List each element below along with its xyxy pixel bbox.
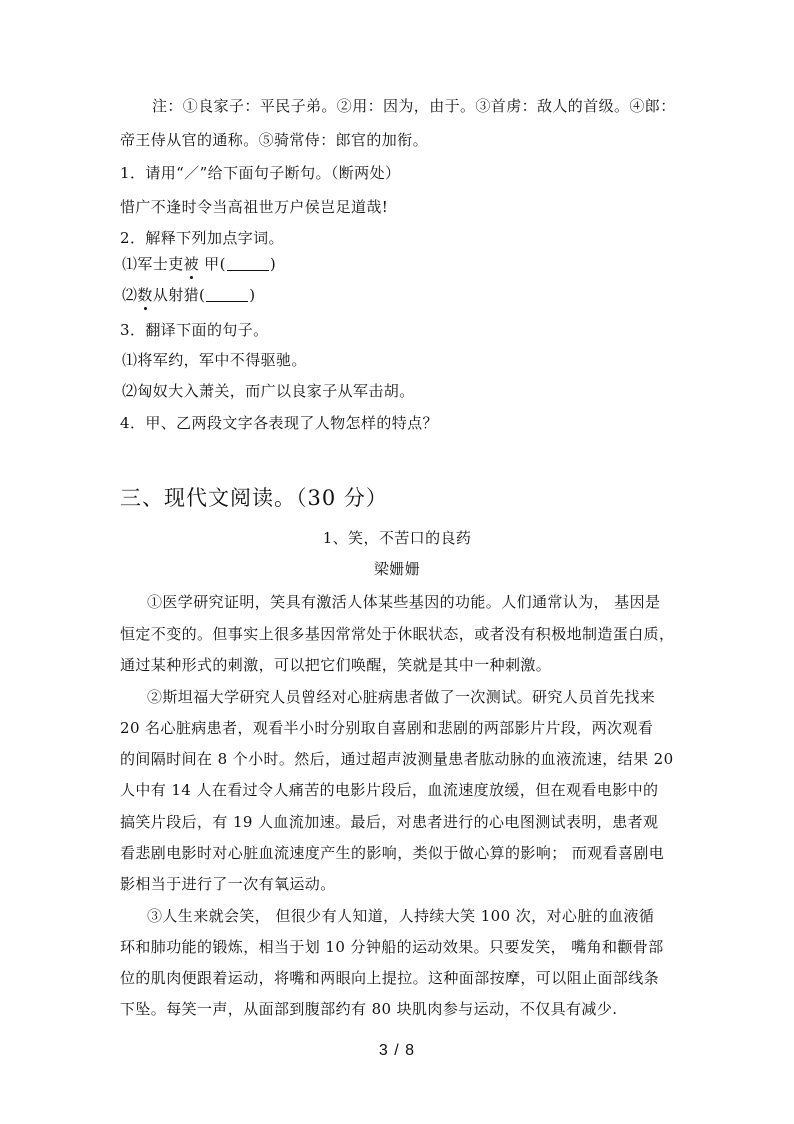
paragraph-3-line-3: 位的肌肉便跟着运动，将嘴和两眼向上提拉。这种面部按摩，可以阻止面部线条 [120,969,660,987]
paragraph-2-line-3: 的间隔时间在 8 个小时。然后，通过超声波测量患者肱动脉的血液流速，结果 20 [120,750,674,768]
q2-item1-prefix: ⑴军士吏 [122,255,184,273]
q2-item2-after: 从射猎( [152,286,206,304]
question-2-item-1 [122,254,276,274]
paragraph-1-line-1: ①医学研究证明，笑具有激活人体某些基因的功能。人们通常认为， 基因是 [147,593,661,611]
answer-blank[interactable] [227,256,269,271]
paragraph-1-line-3: 通过某种形式的刺激，可以把它们唤醒，笑就是其中一种刺激。 [120,656,552,674]
paragraph-2-line-7: 影相当于进行了一次有氧运动。 [120,875,336,893]
answer-blank[interactable] [206,287,248,302]
paragraph-3-line-2: 环和肺功能的锻炼，相当于划 10 分钟船的运动效果。只要发笑， 嘴角和颧骨部 [120,938,664,956]
dotted-character: 数 [137,286,153,304]
note-line-2: 帝王侍从官的通称。⑤骑常侍：郎官的加衔。 [120,131,429,149]
page-number: 3 / 8 [378,1042,416,1059]
question-1: 1．请用“／”给下面句子断句。（断两处） [120,164,401,182]
paragraph-2-line-4: 人中有 14 人在看过令人痛苦的电影片段后，血流速度放缓，但在观看电影中的 [120,781,659,799]
q2-item1-close: ) [269,255,277,273]
question-3: 3．翻译下面的句子。 [120,321,269,339]
article-title: 1、笑，不苦口的良药 [322,529,472,547]
q2-item1-after: 甲( [199,255,226,273]
question-2: 2．解释下列加点字词。 [120,229,284,247]
paragraph-2-line-1: ②斯坦福大学研究人员曾经对心脏病患者做了一次测试。研究人员首先找来 [147,688,656,706]
question-1-sentence: 惜广不逢时令当高祖世万户侯岂足道哉! [120,198,389,216]
paragraph-2-line-6: 看悲剧电影时对心脏血流速度产生的影响，类似于做心算的影响； 而观看喜剧电 [120,844,665,862]
paragraph-3-line-4: 下坠。每笑一声，从面部到腹部约有 80 块肌肉参与运动，不仅具有减少. [120,1000,618,1018]
section-title: 三、现代文阅读。（30 分） [120,486,388,510]
dotted-character: 被 [183,255,200,273]
paragraph-3-line-1: ③人生来就会笑， 但很少有人知道，人持续大笑 100 次，对心脏的血液循 [147,907,655,925]
q2-item2-prefix: ⑵ [122,286,138,304]
note-line-1: 注：①良家子：平民子弟。②用：因为，由于。③首虏：敌人的首级。④郎： [152,97,676,115]
paragraph-2-line-5: 搞笑片段后，有 19 人血流加速。最后，对患者进行的心电图测试表明，患者观 [120,813,659,831]
paragraph-1-line-2: 恒定不变的。但事实上很多基因常常处于休眠状态，或者没有积极地制造蛋白质， [120,625,675,643]
question-3-item-2: ⑵匈奴大入萧关，而广以良家子从军击胡。 [122,382,415,400]
question-2-item-2 [122,285,256,305]
question-3-item-1: ⑴将军约，军中不得驱驰。 [122,351,307,369]
question-4: 4．甲、乙两段文字各表现了人物怎样的特点？ [120,414,438,432]
article-author: 梁姗姗 [373,560,421,578]
q2-item2-close: ) [249,286,256,304]
paragraph-2-line-2: 20 名心脏病患者，观看半小时分别取自喜剧和悲剧的两部影片片段，两次观看 [120,719,654,737]
